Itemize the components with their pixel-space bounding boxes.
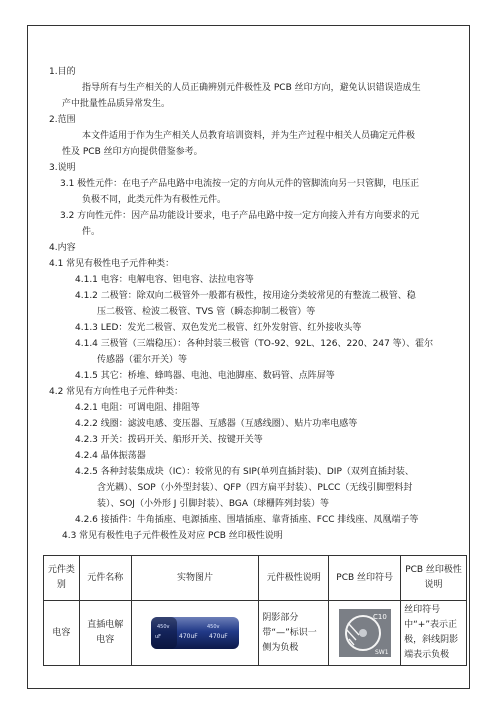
document-body (49, 64, 449, 544)
item-425-1: 4.2.5 各种封装集成块（IC）：较常见的有 SIP(单列直插封装)、DIP（双列直插封装、 (75, 467, 414, 477)
negative-stripe (151, 617, 177, 649)
item-414-1: 4.1.4 三极管（三端稳压）：各种封装三极管（TO-92、92L、126、220、247 等）、霍尔 (75, 339, 434, 349)
cell-name: 直插电解电容 (79, 601, 131, 666)
item-415: 4.1.5 其它：桥堆、蜂鸣器、电池、电池脚座、数码管、点阵屏等 (75, 371, 335, 381)
header-polarity-desc: 元件极性说明 (259, 556, 329, 601)
section-heading-scope: 2.范围 (49, 115, 76, 125)
item-414-2: 传感器（霍尔开关）等 (97, 355, 188, 365)
section-heading-purpose: 1.目的 (49, 67, 76, 77)
cell-photo (131, 601, 259, 666)
item-425-2: 含光耦）、SOP（小外型封装）、QFP（四方扁平封装）、PLCC（无线引脚塑料封 (97, 483, 413, 493)
section-heading-description: 3.说明 (49, 163, 76, 173)
header-photo: 实物图片 (131, 556, 259, 601)
subheading-43: 4.3 常见有极性电子元件极性及对应 PCB 丝印极性说明 (62, 531, 283, 541)
item-423: 4.2.3 开关：拨码开关、船形开关、按键开关等 (75, 435, 263, 445)
header-name: 元件名称 (79, 556, 131, 601)
photo-label-mid-right: 470uF (209, 633, 228, 640)
item-421: 4.2.1 电阻：可调电阻、排阻等 (75, 403, 200, 413)
polarity-table (43, 555, 467, 666)
paragraph-desc-32-1: 3.2 方向性元件：因产品功能设计要求，电子产品电路中按一定方向接入并有方向要求的元 (60, 211, 420, 221)
cell-category: 电容 (44, 601, 80, 666)
pad-icon (359, 629, 367, 637)
paragraph-purpose-2: 产中批量性品质异常发生。 (62, 99, 171, 109)
item-424: 4.2.4 晶体振荡器 (75, 451, 146, 461)
paragraph-desc-31-2: 负极不同，此类元件为有极性元件。 (82, 195, 227, 205)
header-pcb-symbol: PCB 丝印符号 (329, 556, 401, 601)
photo-label-top-left: 450v (157, 624, 170, 630)
cell-pcb-symbol (329, 601, 401, 666)
table-header-row (44, 556, 467, 601)
header-pcb-desc: PCB 丝印极性说明 (401, 556, 467, 601)
paragraph-desc-32-2: 件。 (82, 227, 101, 237)
photo-label-top-right: 450v (207, 624, 220, 630)
item-422: 4.2.2 线圈：滤波电感、变压器、互感器（互感线圈）、贴片功率电感等 (75, 419, 358, 429)
item-426: 4.2.6 接插件：牛角插座、电源插座、围墙插座、靠背插座、FCC 排线座、凤凰端子等 (75, 515, 419, 525)
photo-label-mid-center: 470uF (179, 633, 198, 640)
item-412-2: 压二极管、检波二极管、TVS 管（瞬态抑制二极管）等 (97, 307, 316, 317)
item-412-1: 4.1.2 二极管：除双向二极管外一般都有极性，按用途分类较常见的有整流二极管、稳 (75, 291, 416, 301)
subheading-42: 4.2 常见有方向性电子元件种类： (49, 387, 184, 397)
subheading-41: 4.1 常见有极性电子元件种类： (49, 259, 175, 269)
paragraph-scope-1: 本文件适用于作为生产相关人员教育培训资料，并为生产过程中相关人员确定元件极 (82, 131, 416, 141)
paragraph-purpose-1: 指导所有与生产相关的人员正确辨别元件极性及 PCB 丝印方向，避免认识错误造成生 (82, 83, 421, 93)
table-row (44, 601, 467, 666)
item-425-3: 装）、SOJ（小外形 J 引脚封装）、BGA（球栅阵列封装）等 (97, 499, 329, 509)
header-category: 元件类别 (44, 556, 80, 601)
item-411: 4.1.1 电容：电解电容、钽电容、法拉电容等 (75, 275, 254, 285)
item-413: 4.1.3 LED：发光二极管、双色发光二极管、红外发射管、红外接收头等 (75, 323, 362, 333)
capacitor-photo (149, 613, 241, 653)
paragraph-desc-31-1: 3.1 极性元件：在电子产品电路中电流按一定的方向从元件的管脚流向另一只管脚，电压正 (60, 179, 420, 189)
pcb-label-bottom: SW1 (374, 649, 389, 656)
paragraph-scope-2: 性及 PCB 丝印方向提供借鉴参考。 (62, 147, 203, 157)
cell-polarity-desc: 阴影部分带“—”标识一侧为负极 (259, 601, 329, 666)
photo-label-mid-left: uF (155, 634, 162, 640)
pcb-silkscreen-image (339, 609, 391, 657)
cell-pcb-desc: 丝印符号中“+”表示正极，斜线阴影端表示负极 (401, 601, 467, 666)
section-heading-content: 4.内容 (49, 243, 76, 253)
pcb-label-top: C10 (372, 613, 387, 621)
